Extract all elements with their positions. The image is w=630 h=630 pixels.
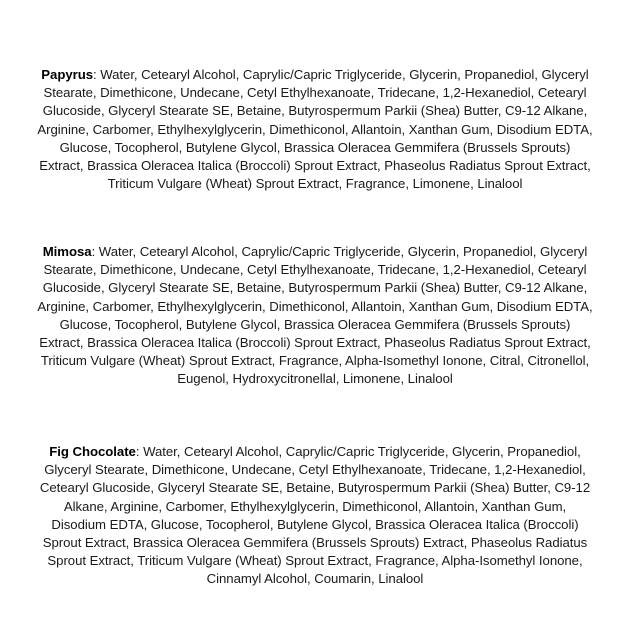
ingredients-papyrus — [36, 66, 594, 193]
ingredient-list-mimosa: : Water, Cetearyl Alcohol, Caprylic/Capric Triglyceride, Glycerin, Propanediol, Glyceryl Stearate, Dimethicone, Undecane, Cetyl Ethylhexanoate, Tridecane, 1,2-Hexanediol, Cetearyl Glucoside, Glyceryl Stearate SE, Betaine, Butyrospermum Parkii (Shea) Butter, C9-12 Alkane, Arginine, Carbomer, Ethylhexylglycerin, Dimethiconol, Allantoin, Xanthan Gum, Disodium EDTA, Glucose, Tocopherol, Butylene Glycol, Brassica Oleracea Gemmifera (Brussels Sprouts) Extract, Brassica Oleracea Italica (Broccoli) Sprout Extract, Phaseolus Radiatus Sprout Extract, Triticum Vulgare (Wheat) Sprout Extract, Fragrance, Alpha-Isomethyl Ionone, Citral, Citronellol, Eugenol, Hydroxycitronellal, Limonene, Linalool — [37, 244, 593, 387]
scent-name-papyrus: Papyrus — [41, 67, 93, 82]
scent-name-fig-chocolate: Fig Chocolate — [49, 444, 136, 459]
scent-name-mimosa: Mimosa — [42, 244, 92, 259]
ingredients-mimosa — [36, 243, 594, 389]
ingredient-list-fig-chocolate: : Water, Cetearyl Alcohol, Caprylic/Capric Triglyceride, Glycerin, Propanediol, Glyceryl Stearate, Dimethicone, Undecane, Cetyl Ethylhexanoate, Tridecane, 1,2-Hexanediol, Cetearyl Glucoside, Glyceryl Stearate SE, Betaine, Butyrospermum Parkii (Shea) Butter, C9-12 Alkane, Arginine, Carbomer, Ethylhexylglycerin, Dimethiconol, Allantoin, Xanthan Gum, Disodium EDTA, Glucose, Tocopherol, Butylene Glycol, Brassica Oleracea Italica (Broccoli) Sprout Extract, Brassica Oleracea Gemmifera (Brussels Sprouts) Extract, Phaseolus Radiatus Sprout Extract, Triticum Vulgare (Wheat) Sprout Extract, Fragrance, Alpha-Isomethyl Ionone, Cinnamyl Alcohol, Coumarin, Linalool — [39, 444, 591, 587]
ingredient-list-papyrus: : Water, Cetearyl Alcohol, Caprylic/Capric Triglyceride, Glycerin, Propanediol, Glyceryl Stearate, Dimethicone, Undecane, Cetyl Ethylhexanoate, Tridecane, 1,2-Hexanediol, Cetearyl Glucoside, Glyceryl Stearate SE, Betaine, Butyrospermum Parkii (Shea) Butter, C9-12 Alkane, Arginine, Carbomer, Ethylhexylglycerin, Dimethiconol, Allantoin, Xanthan Gum, Disodium EDTA, Glucose, Tocopherol, Butylene Glycol, Brassica Oleracea Gemmifera (Brussels Sprouts) Extract, Brassica Oleracea Italica (Broccoli) Sprout Extract, Phaseolus Radiatus Sprout Extract, Triticum Vulgare (Wheat) Sprout Extract, Fragrance, Limonene, Linalool — [37, 67, 593, 192]
ingredients-fig-chocolate — [36, 443, 594, 589]
